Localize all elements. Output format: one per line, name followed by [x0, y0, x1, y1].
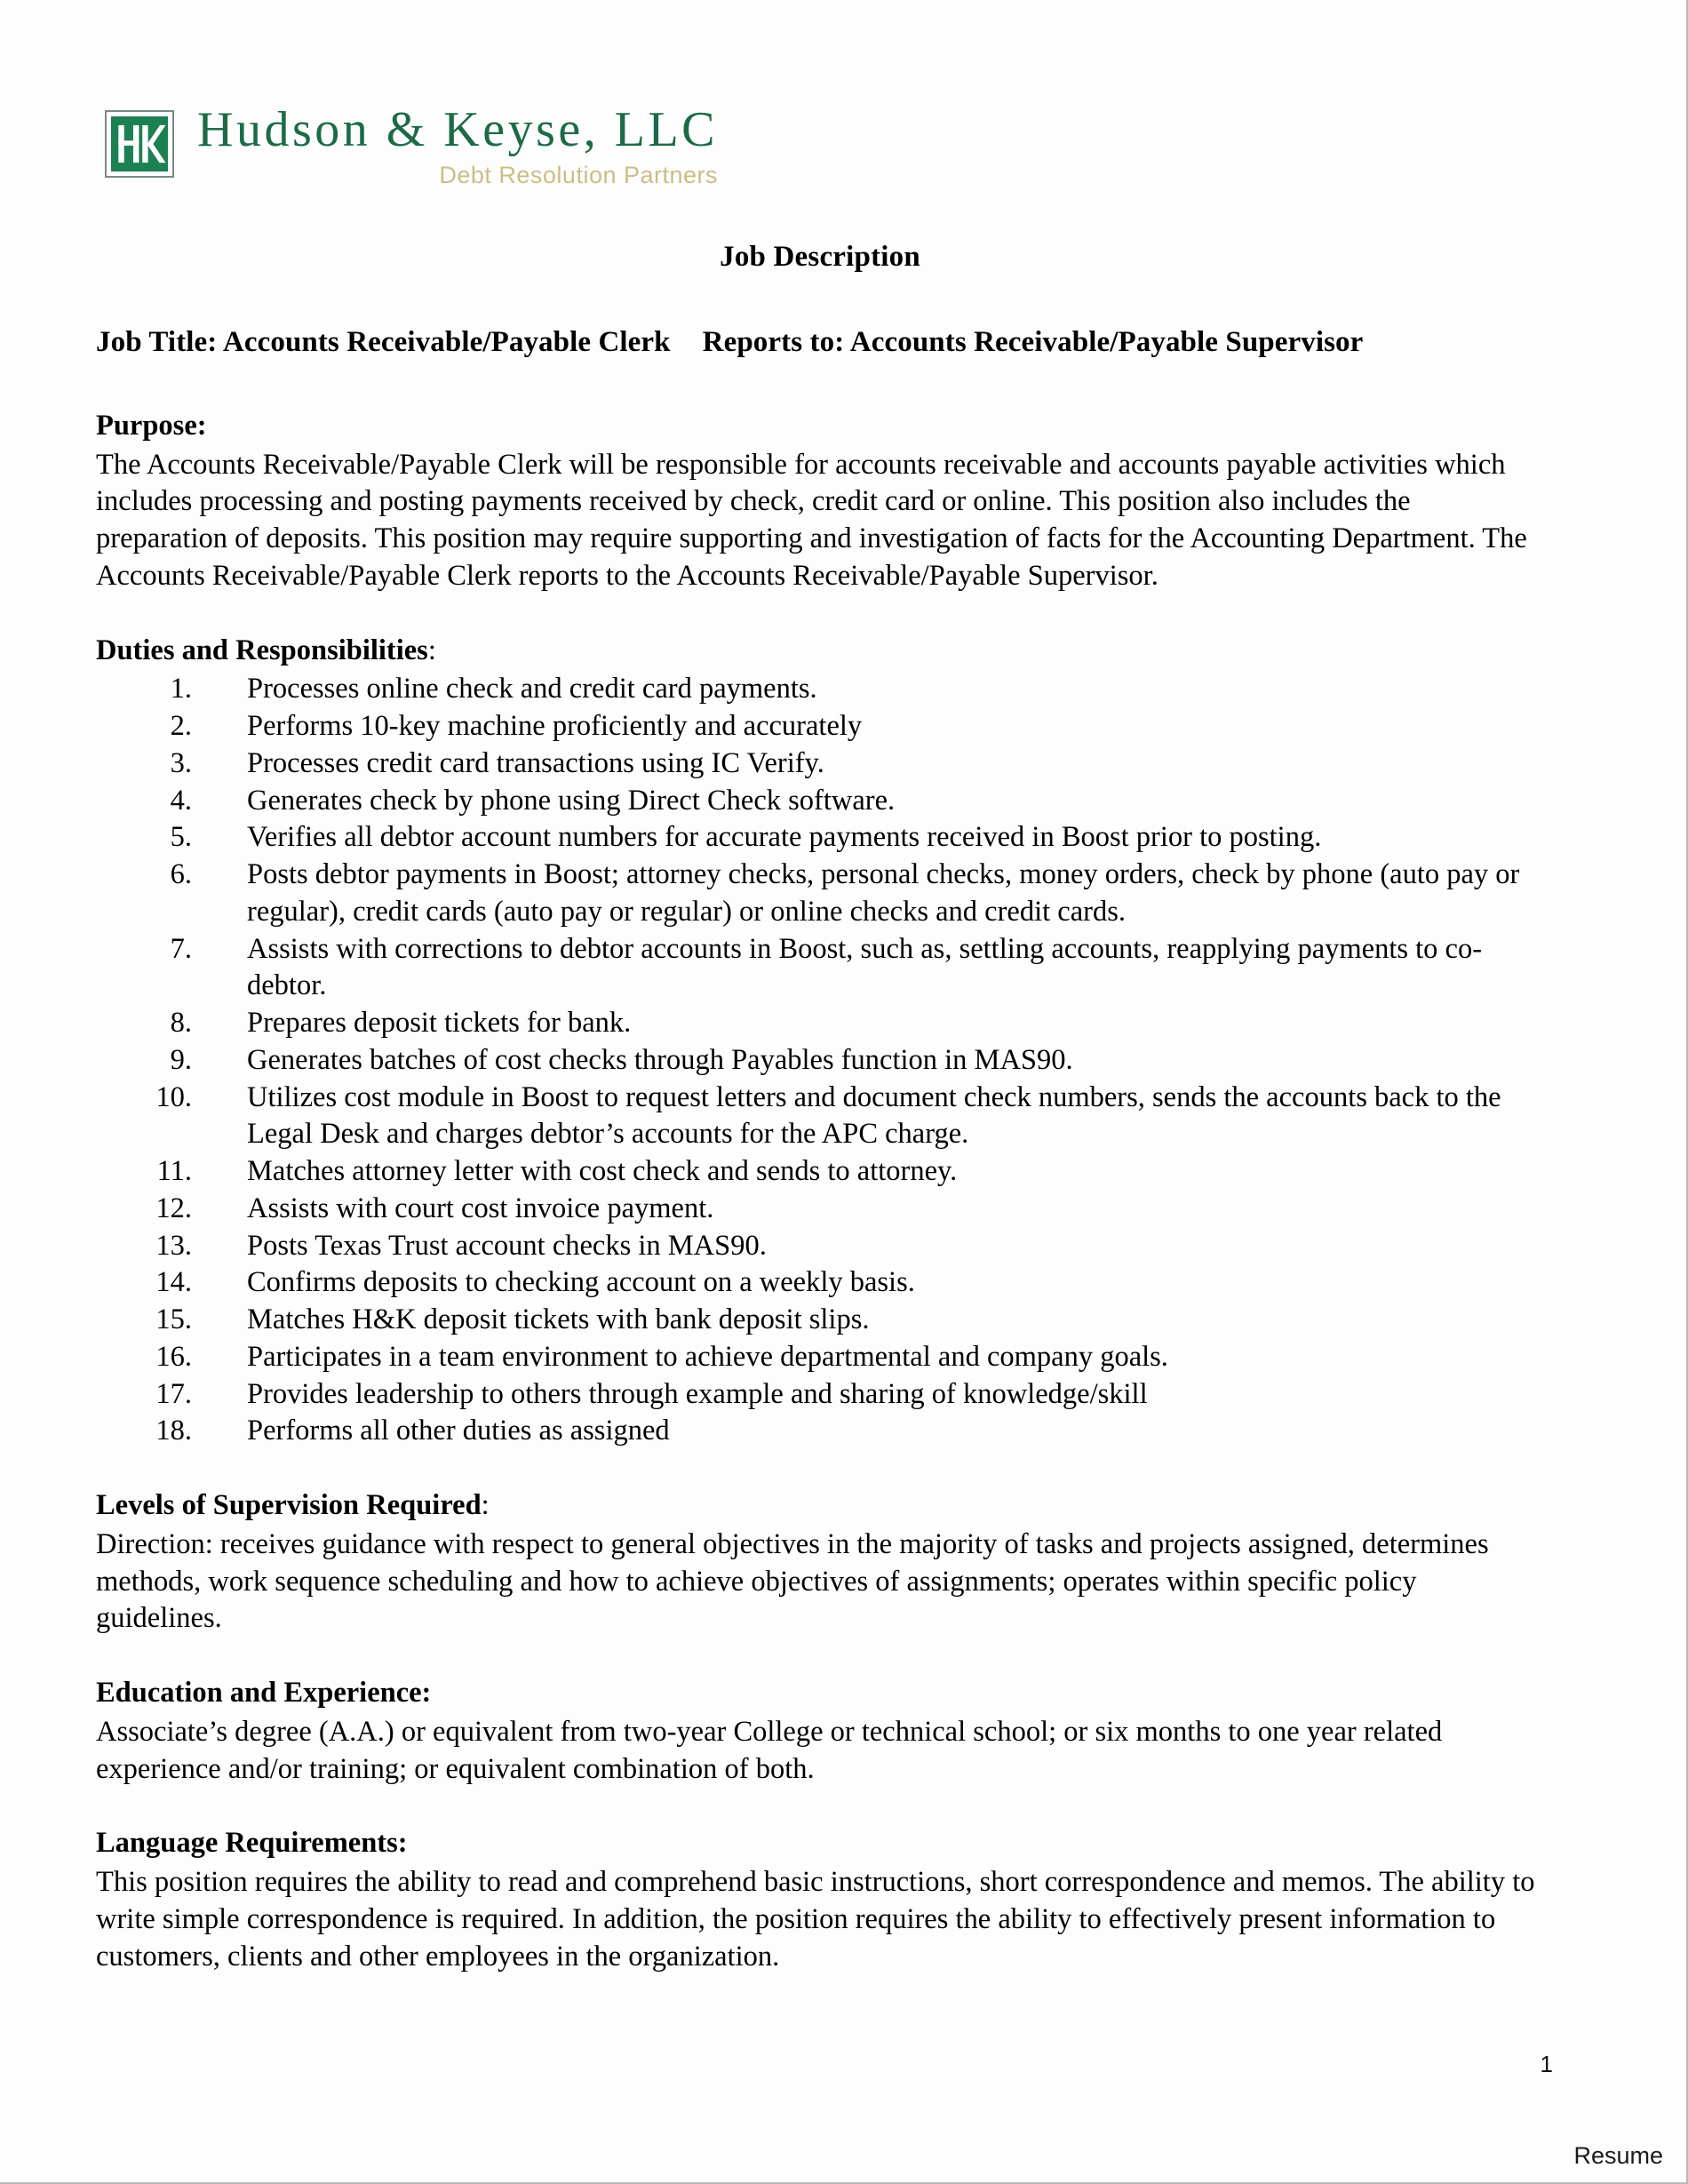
list-item	[96, 1005, 1544, 1042]
list-item	[96, 857, 1544, 931]
duties-list	[96, 671, 1544, 1450]
list-item-text: Prepares deposit tickets for bank.	[247, 1007, 632, 1040]
list-item-number: 4.	[170, 784, 192, 817]
list-item-number: 8.	[170, 1007, 192, 1040]
company-wordmark: Hudson & Keyse, LLC	[197, 102, 719, 157]
duties-heading-suffix: :	[427, 634, 436, 666]
list-item-number: 13.	[155, 1229, 192, 1262]
supervision-heading	[96, 1487, 1544, 1525]
list-item	[96, 1302, 1544, 1339]
list-item-text: Matches H&K deposit tickets with bank deposit slips.	[247, 1303, 870, 1336]
list-item-text: Confirms deposits to checking account on a weekly basis.	[247, 1266, 915, 1299]
company-letterhead	[105, 102, 719, 188]
list-item-number: 16.	[155, 1340, 192, 1373]
list-item-number: 10.	[155, 1080, 192, 1113]
list-item-text: Assists with corrections to debtor accounts in Boost, such as, settling accounts, reapplying payments to co-debtor.	[247, 932, 1483, 1002]
list-item-text: Verifies all debtor account numbers for accurate payments received in Boost prior to posting.	[247, 821, 1322, 854]
list-item	[96, 1191, 1544, 1228]
list-item-text: Matches attorney letter with cost check and sends to attorney.	[247, 1155, 958, 1188]
supervision-body: Direction: receives guidance with respect to general objectives in the majority of tasks and projects assigned, determines methods, work sequence scheduling and how to achieve objectives of assignments; operates within specific policy guidelines.	[96, 1527, 1489, 1635]
section-duties	[96, 633, 1544, 1451]
section-language	[96, 1825, 1544, 1975]
purpose-heading: Purpose:	[96, 409, 207, 442]
list-item-number: 12.	[155, 1192, 192, 1224]
list-item	[96, 931, 1544, 1006]
list-item-number: 1.	[170, 673, 192, 705]
section-supervision	[96, 1487, 1544, 1638]
education-body: Associate’s degree (A.A.) or equivalent from two-year College or technical school; or six months to one year related experience and/or training; or equivalent combination of both.	[96, 1715, 1443, 1785]
list-item-number: 5.	[170, 821, 192, 854]
list-item	[96, 1376, 1544, 1414]
list-item-number: 14.	[155, 1266, 192, 1299]
footer-label: Resume	[1573, 2142, 1663, 2169]
list-item	[96, 1153, 1544, 1191]
list-item	[96, 1228, 1544, 1265]
list-item	[96, 1339, 1544, 1376]
list-item-text: Processes credit card transactions using IC Verify.	[247, 746, 824, 779]
education-heading: Education and Experience:	[96, 1677, 432, 1710]
list-item-number: 17.	[155, 1377, 192, 1410]
list-item	[96, 745, 1544, 783]
page-title: Job Description	[720, 241, 920, 273]
list-item	[96, 1413, 1544, 1450]
list-item-number: 9.	[170, 1043, 192, 1076]
list-item-text: Utilizes cost module in Boost to request letters and document check numbers, sends the accounts back to the Legal Desk and charges debtor’s accounts for the APC charge.	[247, 1080, 1501, 1151]
list-item-number: 6.	[170, 858, 192, 891]
list-item-number: 15.	[155, 1303, 192, 1336]
list-item-text: Participates in a team environment to achieve departmental and company goals.	[247, 1340, 1168, 1373]
list-item-text: Posts debtor payments in Boost; attorney checks, personal checks, money orders, check by phone (auto pay or regular), credit cards (auto pay or regular) or online checks and credit cards.	[247, 858, 1520, 928]
language-body: This position requires the ability to read and comprehend basic instructions, short correspondence and memos. The ability to write simple correspondence is required. In addition, the position requires the ability to effectively present information to customers, clients and other employees in the organization.	[96, 1866, 1535, 1973]
purpose-body: The Accounts Receivable/Payable Clerk will be responsible for accounts receivable and accounts payable activities which includes processing and posting payments received by check, credit card or online. This position also includes the preparation of deposits. This position may require supporting and investigation of facts for the Accounting Department. The Accounts Receivable/Payable Clerk reports to the Accounts Receivable/Payable Supervisor.	[96, 448, 1527, 592]
list-item-number: 18.	[155, 1415, 192, 1447]
list-item	[96, 819, 1544, 857]
duties-heading	[96, 633, 1544, 670]
supervision-heading-text: Levels of Supervision Required	[96, 1489, 482, 1522]
list-item-text: Generates batches of cost checks through Payables function in MAS90.	[247, 1043, 1073, 1076]
list-item	[96, 708, 1544, 745]
supervision-heading-suffix: :	[481, 1489, 490, 1522]
list-item	[96, 1042, 1544, 1080]
hk-logo-icon	[105, 110, 174, 178]
reports-to-label: Reports to: Accounts Receivable/Payable Supervisor	[702, 326, 1364, 359]
document-body	[96, 238, 1544, 2013]
list-item-text: Assists with court cost invoice payment.	[247, 1192, 714, 1224]
page-number: 1	[1540, 2051, 1553, 2077]
list-item	[96, 1264, 1544, 1302]
section-education	[96, 1675, 1544, 1788]
list-item-text: Provides leadership to others through example and sharing of knowledge/skill	[247, 1377, 1148, 1410]
list-item-text: Generates check by phone using Direct Check software.	[247, 784, 896, 817]
list-item-text: Processes online check and credit card payments.	[247, 673, 817, 705]
list-item-text: Performs all other duties as assigned	[247, 1415, 670, 1447]
list-item-number: 11.	[156, 1155, 192, 1188]
job-title-label: Job Title: Accounts Receivable/Payable Clerk	[96, 326, 671, 359]
list-item-text: Posts Texas Trust account checks in MAS90.	[247, 1229, 767, 1262]
job-title-row	[96, 323, 1544, 361]
company-tagline: Debt Resolution Partners	[439, 162, 719, 188]
list-item-number: 2.	[170, 710, 192, 743]
list-item-number: 7.	[170, 932, 192, 965]
list-item	[96, 671, 1544, 708]
list-item-number: 3.	[170, 746, 192, 779]
language-heading: Language Requirements:	[96, 1827, 408, 1860]
list-item-text: Performs 10-key machine proficiently and accurately	[247, 710, 863, 743]
duties-heading-text: Duties and Responsibilities	[96, 634, 428, 666]
list-item	[96, 783, 1544, 820]
list-item	[96, 1080, 1544, 1154]
section-purpose	[96, 408, 1544, 595]
